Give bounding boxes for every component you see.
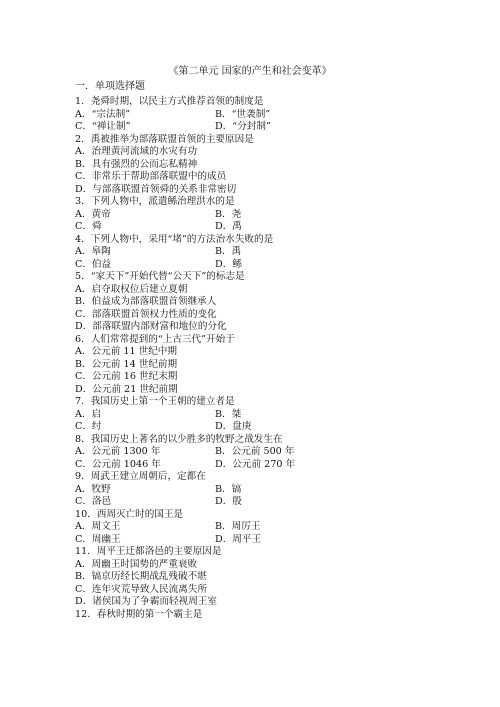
question-stem: 6．人们常常提到的“上古三代”开始于 [75,333,235,345]
answer-option: D．周平王 [215,533,262,545]
answer-option: D．盘庚 [215,421,252,432]
question-stem: 3．下列人物中，派遣鲧治理洪水的是 [75,196,235,207]
answer-option: D．公元前 270 年 [215,458,296,470]
answer-option: B．具有强烈的公而忘私精神 [75,158,198,170]
answer-option: A．“宗法制” [75,108,131,120]
answer-option: A．启夺取权位后建立夏朝 [75,283,188,295]
answer-option: C．非常乐于帮助部落联盟中的成员 [75,171,227,182]
answer-option: D．部落联盟内部财富和地位的分化 [75,321,227,332]
answer-option: C．部落联盟首领权力性质的变化 [75,308,217,320]
answer-option: D．公元前 21 世纪前期 [75,383,178,395]
question-stem: 12．春秋时期的第一个霸主是 [75,608,203,620]
answer-option: A．黄帝 [75,208,111,220]
answer-option: C．公元前 16 世纪末期 [75,371,178,382]
answer-option: C．洛邑 [75,496,112,507]
answer-option: C．连年灾荒导致人民流离失所 [75,583,208,595]
question-stem: 5．“家天下”开始代替“公天下”的标志是 [75,271,245,282]
section-heading: 一．单项选择题 [75,81,145,92]
answer-option: D．“分封制” [215,121,271,132]
answer-option: A．启 [75,408,102,420]
answer-option: B．镐 [215,483,242,495]
answer-option: C．公元前 1046 年 [75,458,161,470]
answer-option: B．伯益成为部落联盟首领继承人 [75,296,217,307]
question-stem: 4．下列人物中，采用“堵”的方法治水失败的是 [75,233,274,245]
question-stem: 11．周平王迁都洛邑的主要原因是 [75,546,222,557]
answer-option: D．鲧 [215,258,242,270]
answer-option: C．伯益 [75,258,112,270]
question-stem: 1．尧舜时期，以民主方式推荐首领的制度是 [75,96,264,107]
question-stem: 9．周武王建立周朝后，定都在 [75,471,206,482]
answer-option: D．与部落联盟首领舜的关系非常密切 [75,183,237,195]
answer-option: D．禹 [215,221,242,232]
answer-option: B．公元前 500 年 [215,446,295,457]
question-stem: 2．禹被推举为部落联盟首领的主要原因是 [75,133,254,145]
answer-option: A．公元前 11 世纪中期 [75,346,177,357]
question-stem: 8．我国历史上著名的以少胜多的牧野之战发生在 [75,433,283,445]
answer-option: B．镐京历经长期战乱残破不堪 [75,571,207,582]
answer-option: B．禹 [215,246,242,257]
answer-option: A．周幽王时国势的严重衰败 [75,558,198,570]
answer-option: B．公元前 14 世纪前期 [75,358,178,370]
answer-option: A．周文王 [75,521,121,532]
answer-option: A．公元前 1300 年 [75,446,161,457]
answer-option: B．尧 [215,208,242,220]
answer-option: D．殷 [215,496,242,507]
answer-option: B．桀 [215,408,242,420]
answer-option: B．“世袭制” [215,108,271,120]
answer-option: C．“禅让制” [75,121,131,132]
question-stem: 10．西周灭亡时的国王是 [75,508,184,520]
answer-option: D．诸侯国为了争霸而轻视周王室 [75,596,218,607]
answer-option: C．舜 [75,221,102,232]
answer-option: C．纣 [75,421,102,432]
answer-option: A．牧野 [75,483,111,495]
answer-option: C．周幽王 [75,533,121,545]
answer-option: A．治理黄河流域的水灾有功 [75,146,198,157]
answer-option: B．周厉王 [215,521,261,532]
question-stem: 7．我国历史上第一个王朝的建立者是 [75,396,235,407]
answer-option: A．皋陶 [75,246,111,257]
document-title: 《第二单元 国家的产生和社会变革》 [168,66,332,77]
